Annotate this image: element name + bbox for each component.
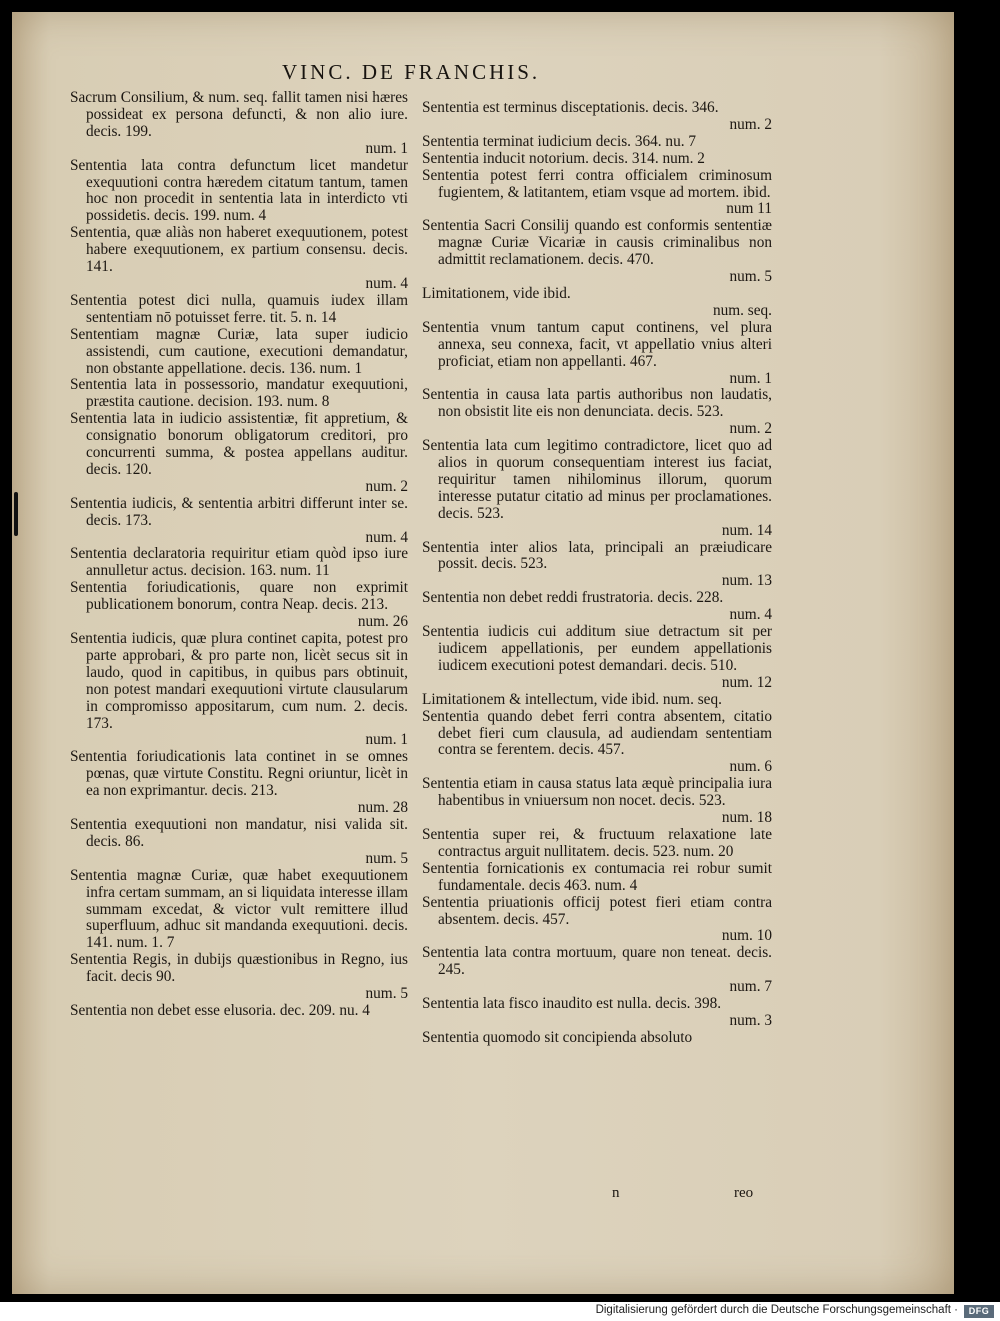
index-entry — [70, 411, 408, 496]
index-entry-text: Sententia iudicis, & sententia arbitri differunt inter se. decis. 173. — [70, 494, 408, 529]
index-entry — [422, 895, 772, 946]
index-entry-text: Sententia exequutioni non mandatur, nisi valida sit. decis. 86. — [70, 815, 408, 850]
index-entry — [70, 868, 408, 953]
index-entry-text: Sententia lata contra defunctum licet mandetur exequutioni contra hæredem citatum tantum, tamen hoc non procedit in sententia lata in interdicto vti possidetis. decis. 199. num. 4 — [70, 156, 408, 225]
index-entry — [70, 377, 408, 411]
index-entry — [422, 590, 772, 624]
index-entry-reference: num. 13 — [721, 572, 772, 590]
index-entry — [422, 168, 772, 219]
index-entry-text: Sententia terminat iudicium decis. 364. nu. 7 — [422, 132, 697, 150]
index-entry-reference: num. 2 — [729, 115, 772, 133]
left-column — [70, 90, 408, 1020]
index-entry — [70, 327, 408, 378]
index-entry — [422, 134, 772, 151]
index-entry — [70, 158, 408, 226]
index-entry — [70, 631, 408, 749]
index-entry-reference: num. 2 — [365, 477, 408, 495]
index-entry-reference: num. 4 — [365, 274, 408, 292]
index-entry-reference: num. 4 — [729, 606, 772, 624]
index-entry-text: Sententia quomodo sit concipienda absoluto — [422, 1028, 693, 1046]
index-entry-reference: num. 18 — [721, 809, 772, 827]
index-entry-text: Sententia super rei, & fructuum relaxatione late contractus arguit nullitatem. decis. 523. num. 20 — [422, 825, 772, 860]
index-entry-reference: num. seq. — [712, 301, 772, 319]
index-entry — [422, 624, 772, 692]
index-entry-text: Sententia non debet reddi frustratoria. decis. 228. — [422, 589, 724, 607]
index-entry — [422, 945, 772, 996]
index-entry-text: Sententia Regis, in dubijs quæstionibus in Regno, ius facit. decis 90. — [70, 951, 408, 986]
index-entry-text: Sententia priuationis officij potest fieri etiam contra absentem. decis. 457. — [422, 893, 772, 928]
index-entry-text: Sententia inter alios lata, principali an præiudicare possit. decis. 523. — [422, 538, 772, 573]
index-entry-text: Sententia in causa lata partis authoribus non laudatis, non obsistit lite eis non denunciata. decis. 523. — [422, 386, 772, 421]
index-entry — [422, 151, 772, 168]
index-entry-text: Sententia iudicis cui additum siue detractum sit per iudicem appellationis, per eundem appellationis iudicem executioni potest demandari. decis. 510. — [422, 623, 772, 674]
index-entry-text: Sententia iudicis, quæ plura continet capita, potest pro parte approbari, & pro parte non, licèt secus sit in laudo, quod in capitibus, in quibus pars obtinuit, non potest mandari exequutioni virtute clausularum in compromisso appositarum, cum num. 2. decis. 173. — [70, 630, 408, 732]
index-entry-text: Sententia potest ferri contra officialem criminosum fugientem, & latitantem, etiam vsque ad mortem. ibid. — [422, 166, 772, 201]
footer-credit: Digitalisierung gefördert durch die Deutsche Forschungsgemeinschaft · — [595, 1304, 958, 1316]
index-entry-text: Sententia Sacri Consilij quando est conformis sententiæ magnæ Curiæ Vicariæ in causis criminalibus non admittit reclamationem. decis. 470. — [422, 217, 772, 269]
index-entry — [70, 496, 408, 547]
index-entry — [422, 709, 772, 777]
index-entry-text: Sententia potest dici nulla, quamuis iudex illam sententiam nō potuisset ferre. tit. 5. n. 14 — [70, 291, 408, 326]
index-entry-reference: num. 5 — [365, 849, 408, 867]
index-entry-reference: num. 2 — [729, 420, 772, 438]
index-entry — [70, 580, 408, 631]
index-entry — [422, 827, 772, 861]
index-entry-reference: num. 5 — [365, 985, 408, 1003]
running-head: VINC. DE FRANCHIS. — [282, 60, 541, 84]
index-entry-text: Sententia quando debet ferri contra absentem, citatio debet fieri cum clausula, ad audiendam sententiam contra se ferentem. decis. 457. — [422, 707, 772, 759]
index-entry-text: Sententia lata in iudicio assistentiæ, fit appretium, & consignatio bonorum obligatorum creditori, pro concurrenti summa, & postea appellans auditur. decis. 120. — [70, 410, 408, 478]
page-edge-mark — [14, 492, 18, 536]
book-page — [12, 12, 954, 1294]
index-entry — [70, 90, 408, 158]
index-entry — [422, 438, 772, 539]
index-entry-reference: num 11 — [726, 200, 772, 218]
index-entry — [422, 776, 772, 827]
index-entry-text: Sententia lata in possessorio, mandatur exequutioni, præstita cautione. decision. 193. num. 8 — [70, 376, 408, 411]
index-entry — [422, 1030, 772, 1047]
index-entry — [70, 293, 408, 327]
index-entry-reference: num. 14 — [721, 521, 772, 539]
index-entry-text: Sententia lata contra mortuum, quare non teneat. decis. 245. — [422, 944, 772, 979]
index-entry-text: Sententia lata cum legitimo contradictore, licet quo ad alios in quorum consequentiam interest ius faciat, requiritur tamen nihilominus illorum, quorum interesse putatur citatio ad minus per proclamationes. decis. 523. — [422, 437, 772, 522]
footer-bar — [0, 1302, 1000, 1321]
index-entry-text: Sententia fornicationis ex contumacia rei robur sumit fundamentale. decis 463. num. 4 — [422, 859, 772, 894]
index-entry-reference: num. 6 — [729, 758, 772, 776]
index-entry-text: Sententia inducit notorium. decis. 314. num. 2 — [422, 149, 705, 167]
catchword: reo — [734, 1185, 754, 1201]
index-entry-text: Sententiam magnæ Curiæ, lata super iudicio assistendi, cum cautione, executioni demandatur, non obstante appellatione. decis. 136. num. 1 — [70, 325, 408, 377]
index-entry-text: Sententia non debet esse elusoria. dec. 209. nu. 4 — [70, 1001, 370, 1019]
index-entry-reference: num. 26 — [357, 613, 408, 631]
index-entry-reference: num. 3 — [729, 1011, 772, 1029]
index-entry — [422, 320, 772, 388]
index-entry-text: Limitationem & intellectum, vide ibid. num. seq. — [422, 690, 722, 708]
index-entry-text: Limitationem, vide ibid. — [422, 284, 571, 302]
index-entry-text: Sententia declaratoria requiritur etiam quòd ipso iure annulletur actus. decision. 163. num. 11 — [70, 545, 408, 580]
signature-mark: n — [612, 1185, 620, 1201]
index-entry-text: Sententia vnum tantum caput continens, vel plura annexa, seu connexa, facit, vt appellatio vnius alteri proficiat, etiam non appellanti. 467. — [422, 318, 772, 370]
index-entry-text: Sententia lata fisco inaudito est nulla. decis. 398. — [422, 995, 722, 1013]
index-entry-reference: num. 28 — [357, 799, 408, 817]
index-entry — [422, 996, 772, 1030]
right-column — [422, 100, 772, 1047]
index-entry-text: Sententia etiam in causa status lata æquè principalia iura habentibus in vniuersum non nocet. decis. 523. — [422, 775, 772, 810]
index-entry-text: Sententia magnæ Curiæ, quæ habet exequutionem infra certam summam, an si liquidata interesse illam summam excedat, & victor vult remittere illud superfluum, adhuc sit mandanda exequutioni. decis. 141. num. 1. 7 — [70, 866, 408, 952]
index-entry — [422, 692, 772, 709]
dfg-logo: DFG — [964, 1305, 994, 1318]
index-entry — [70, 1003, 408, 1020]
index-entry-reference: num. 1 — [365, 139, 408, 157]
index-entry-text: Sententia foriudicationis lata continet in se omnes pœnas, quæ virtute Constitu. Regni oriuntur, licèt in ea non exprimantur. decis. 213. — [70, 748, 408, 800]
index-entry-text: Sacrum Consilium, & num. seq. fallit tamen nisi hæres possideat ex persona defuncti, & non alio iure. decis. 199. — [70, 89, 408, 140]
index-entry — [422, 540, 772, 591]
index-entry-reference: num. 10 — [721, 927, 772, 945]
index-entry — [422, 387, 772, 438]
index-entry — [70, 749, 408, 817]
index-entry-text: Sententia est terminus disceptationis. decis. 346. — [422, 99, 719, 116]
index-entry-text: Sententia foriudicationis, quare non exprimit publicationem bonorum, contra Neap. decis. 213. — [70, 579, 408, 614]
index-entry — [70, 952, 408, 1003]
index-entry-reference: num. 4 — [365, 528, 408, 546]
index-entry — [422, 218, 772, 286]
index-entry — [422, 100, 772, 134]
index-entry-reference: num. 12 — [721, 673, 772, 691]
index-entry-reference: num. 1 — [729, 369, 772, 387]
index-entry-reference: num. 5 — [729, 268, 772, 286]
index-entry — [422, 286, 772, 320]
index-entry-reference: num. 1 — [365, 731, 408, 749]
index-entry — [70, 546, 408, 580]
index-entry — [70, 817, 408, 868]
index-entry — [70, 225, 408, 293]
index-entry-reference: num. 7 — [729, 978, 772, 996]
index-entry — [422, 861, 772, 895]
index-entry-text: Sententia, quæ aliàs non haberet exequutionem, potest habere exequutionem, ex partium consensu. decis. 141. — [70, 224, 408, 276]
